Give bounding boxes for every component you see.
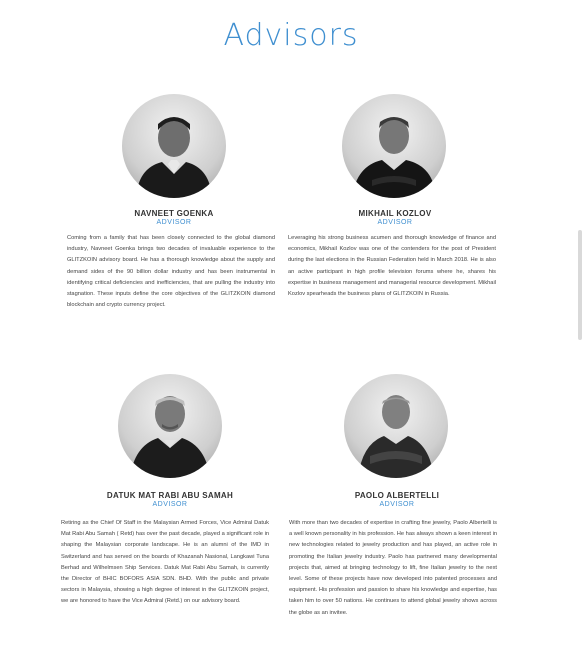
advisor-name: MIKHAIL KOZLOV <box>358 209 432 218</box>
advisor-bio: With more than two decades of expertise in crafting fine jewelry, Paolo Albertelli is a well known personality in his profession. He has always shown a keen interest in new technologies related to jewelry production and has played, an active role in promoting the Italian jewelry industry. Paolo has partnered many developmental projects that, aimed at bringing technology to lift, fine Italian jewelry to the next level. Some of these projects have now developed into patented processes and equipment. His profession and passion to share his knowledge and expertise, has taken him to over 50 nations. He continues to attend global jewelry shows across the globe as an invitee. <box>289 520 497 616</box>
advisor-role: ADVISOR <box>156 219 192 226</box>
scrollbar[interactable] <box>578 230 582 340</box>
page-title: Advisors <box>223 18 359 53</box>
advisor-role: ADVISOR <box>379 501 415 508</box>
advisor-photo <box>344 374 448 478</box>
advisor-role: ADVISOR <box>377 219 413 226</box>
advisor-name: NAVNEET GOENKA <box>134 209 214 218</box>
advisor-name: DATUK MAT RABI ABU SAMAH <box>106 491 234 500</box>
advisor-photo <box>118 374 222 478</box>
advisor-bio: Leveraging his strong business acumen and thorough knowledge of finance and economics, Mikhail Kozlov was one of the contenders for the post of President during the last elections in the Russian Federation held in March 2018. He is also an active participant in high profile television forums where he, shares his expertise in business management and managerial resource development. Mikhail Kozlov spearheads the business plans of GLITZKOIN in Russia. <box>288 235 496 298</box>
advisor-role: ADVISOR <box>152 501 188 508</box>
advisor-bio: Coming from a family that has been closely connected to the global diamond industry, Navneet Goenka brings two decades of invaluable experience to the GLITZKOIN advisory board. He has a thorough knowledge about the supply and demand sides of the 90 billion dollar industry and has been instrumental in identifying critical deficiencies and inefficiencies, that are pulling the industry into stagnation. These inputs define the core objectives of the GLITZKOIN diamond blockchain and crypto currency project. <box>67 235 275 309</box>
advisor-photo <box>342 94 446 198</box>
advisor-name: PAOLO ALBERTELLI <box>354 491 440 500</box>
advisor-photo <box>122 94 226 198</box>
advisor-bio: Retiring as the Chief Of Staff in the Malaysian Armed Forces, Vice Admiral Datuk Mat Rabi Abu Samah ( Retd) has over the past decade, played a significant role in shaping the Malaysian corporate landscape. He is an alumni of the IMD in Switzerland and has served on the boards of Khazanah Nasional, Langkawi Tuna Berhad and Wilhelmsen Ship Services. Datuk Mat Rabi Abu Samah, is currently the Director of BHIC BOFORS ASIA SDN. BHD. With the public and private sectors in Malaysia, showing a high degree of interest in the GLITZKOIN project, we are honored to have the Vice Admiral (Retd.) on our advisory board. <box>61 520 269 605</box>
